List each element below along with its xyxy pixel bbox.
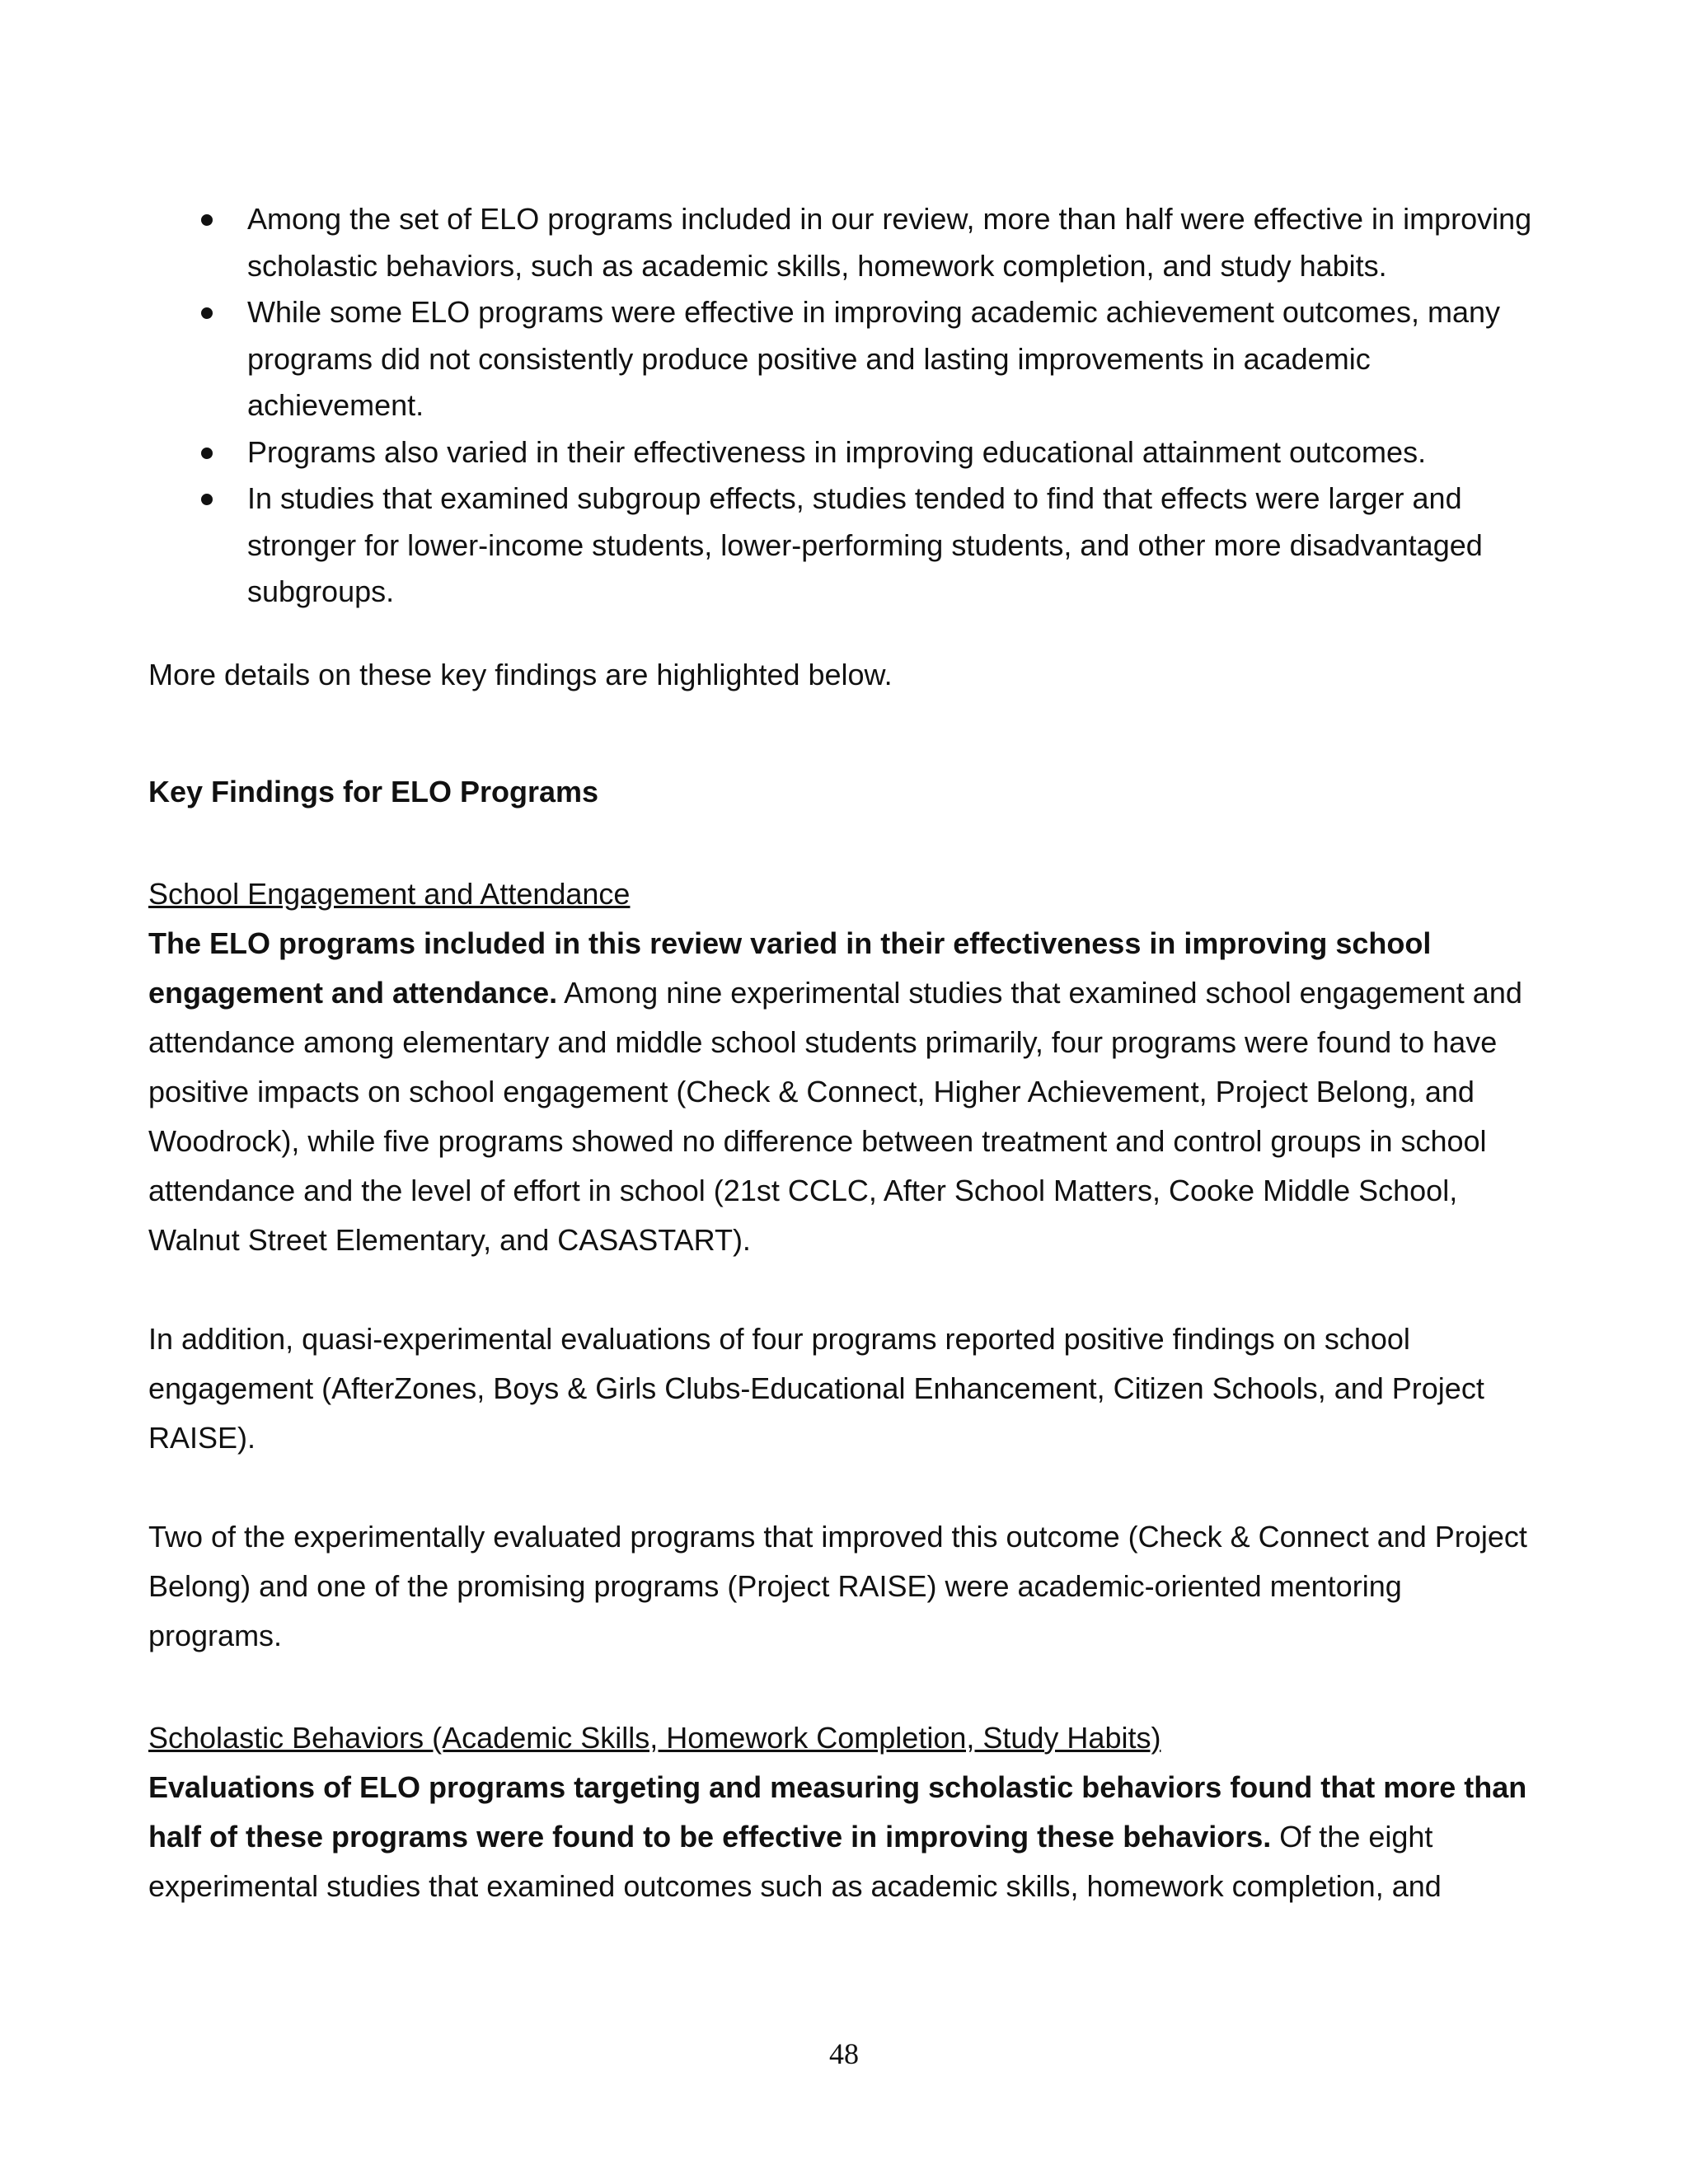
engagement-paragraph-1 [148,919,1533,1265]
engagement-body-text: Among nine experimental studies that examined school engagement and attendance among elementary and middle school students primarily, four programs were found to have positive impacts on school engagement (Check & Connect, Higher Achievement, Project Belong, and Woodrock), while five programs showed no difference between treatment and control groups in school attendance and the level of effort in school (21st CCLC, After School Matters, Cooke Middle School, Walnut Street Elementary, and CASASTART). [148,975,1522,1257]
scholastic-lead-sentence: Evaluations of ELO programs targeting and measuring scholastic behaviors found that more than half of these programs were found to be effective in improving these behaviors. [148,1769,1527,1854]
page-content [148,196,1533,1911]
engagement-paragraph-3: Two of the experimentally evaluated programs that improved this outcome (Check & Connect and Project Belong) and one of the promising programs (Project RAISE) were academic-oriented mentoring programs. [148,1519,1527,1652]
key-findings-bullet-list [148,196,1533,616]
bullet-icon [201,214,213,226]
engagement-paragraph-2: In addition, quasi-experimental evaluations of four programs reported positive findings on school engagement (AfterZones, Boys & Girls Clubs-Educational Enhancement, Citizen Schools, and Project RAISE). [148,1321,1484,1455]
bullet-text: Among the set of ELO programs included in our review, more than half were effective in improving scholastic behaviors, such as academic skills, homework completion, and study habits. [247,202,1532,283]
section-heading: Key Findings for ELO Programs [148,774,599,808]
intro-paragraph: More details on these key findings are highlighted below. [148,657,893,691]
bullet-text: Programs also varied in their effectiveness in improving educational attainment outcomes. [247,434,1427,469]
bullet-icon [201,448,213,459]
list-item [148,289,1533,429]
bullet-icon [201,307,213,319]
list-item [148,429,1533,476]
engagement-subheading: School Engagement and Attendance [148,876,631,911]
list-item [148,476,1533,616]
engagement-lead-sentence: The ELO programs included in this review varied in their effectiveness in improving school engagement and attendance. [148,926,1432,1010]
list-item [148,196,1533,289]
scholastic-body-text: Of the eight experimental studies that examined outcomes such as academic skills, homework completion, and [148,1819,1442,1903]
page-number: 48 [829,2037,859,2070]
bullet-icon [201,494,213,505]
scholastic-subheading: Scholastic Behaviors (Academic Skills, Homework Completion, Study Habits) [148,1720,1161,1755]
scholastic-paragraph-1 [148,1763,1533,1911]
bullet-text: While some ELO programs were effective in improving academic achievement outcomes, many programs did not consistently produce positive and lasting improvements in academic achievement. [247,295,1500,422]
bullet-text: In studies that examined subgroup effects, studies tended to find that effects were larger and stronger for lower-income students, lower-performing students, and other more disadvantaged subgroups. [247,481,1483,608]
